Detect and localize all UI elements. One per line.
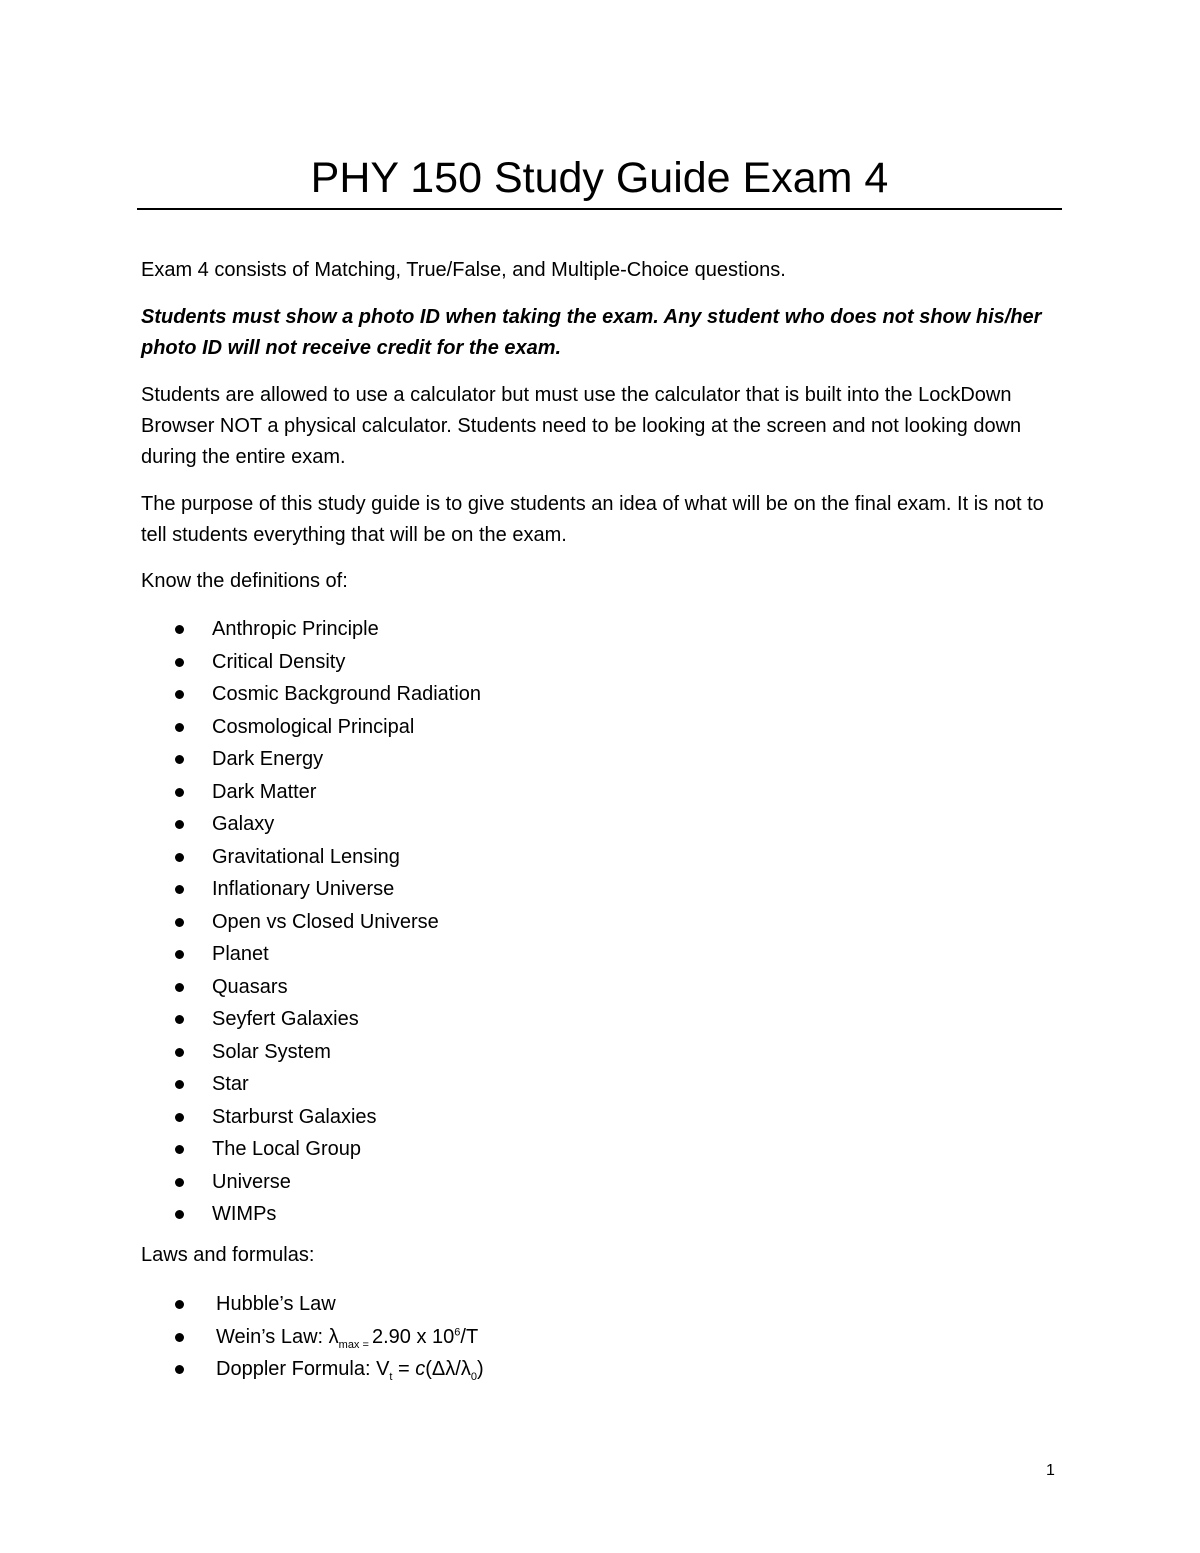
law-item-doppler: Doppler Formula: $V_t = c(\Delta\lambda/\lambda_0)$ (141, 1353, 484, 1386)
bullet-icon (175, 1300, 184, 1309)
law-item-hubble: Hubble’s Law (141, 1288, 484, 1321)
definitions-list (141, 613, 481, 1231)
list-item: Open vs Closed Universe (141, 906, 481, 939)
bullet-icon (175, 1333, 184, 1342)
list-item: Anthropic Principle (141, 613, 481, 646)
list-item: Starburst Galaxies (141, 1101, 481, 1134)
bullet-icon (175, 625, 184, 634)
list-item: Critical Density (141, 646, 481, 679)
list-item: Dark Energy (141, 743, 481, 776)
bullet-icon (175, 690, 184, 699)
exam-format-paragraph: Exam 4 consists of Matching, True/False, and Multiple-Choice questions. (141, 259, 786, 281)
bullet-icon (175, 885, 184, 894)
bullet-icon (175, 1178, 184, 1187)
bullet-icon (175, 755, 184, 764)
bullet-icon (175, 788, 184, 797)
bullet-icon (175, 1365, 184, 1374)
list-item: Cosmological Principal (141, 711, 481, 744)
definitions-heading: Know the definitions of: (141, 570, 348, 592)
bullet-icon (175, 1048, 184, 1057)
list-item: Universe (141, 1166, 481, 1199)
list-item: WIMPs (141, 1198, 481, 1231)
laws-heading: Laws and formulas: (141, 1244, 315, 1266)
list-item: Seyfert Galaxies (141, 1003, 481, 1036)
list-item: The Local Group (141, 1133, 481, 1166)
list-item: Star (141, 1068, 481, 1101)
list-item: Galaxy (141, 808, 481, 841)
laws-list (141, 1288, 484, 1386)
list-item: Dark Matter (141, 776, 481, 809)
bullet-icon (175, 853, 184, 862)
list-item: Quasars (141, 971, 481, 1004)
list-item: Solar System (141, 1036, 481, 1069)
bullet-icon (175, 1080, 184, 1089)
bullet-icon (175, 658, 184, 667)
bullet-icon (175, 723, 184, 732)
page-number: 1 (1046, 1462, 1055, 1479)
list-item: Cosmic Background Radiation (141, 678, 481, 711)
bullet-icon (175, 1210, 184, 1219)
bullet-icon (175, 1113, 184, 1122)
bullet-icon (175, 1015, 184, 1024)
calculator-notice: Students are allowed to use a calculator but must use the calculator that is built into the LockDown Browser NOT a physical calculator. Students need to be looking at the screen and not looking down during the entire exam. (141, 384, 1022, 468)
photo-id-notice: Students must show a photo ID when taking the exam. Any student who does not show his/her photo ID will not receive credit for the exam. (141, 306, 1042, 359)
list-item: Gravitational Lensing (141, 841, 481, 874)
bullet-icon (175, 918, 184, 927)
document-title: PHY 150 Study Guide Exam 4 (310, 154, 889, 202)
list-item: Planet (141, 938, 481, 971)
title-underline (137, 208, 1062, 210)
bullet-icon (175, 1145, 184, 1154)
purpose-paragraph: The purpose of this study guide is to give students an idea of what will be on the final exam. It is not to tell students everything that will be on the exam. (141, 493, 1044, 546)
bullet-icon (175, 820, 184, 829)
law-item-wein: Wein’s Law: $\lambda_{max =}$ 2.90 x $10^6/T$ (141, 1321, 484, 1354)
bullet-icon (175, 950, 184, 959)
bullet-icon (175, 983, 184, 992)
list-item: Inflationary Universe (141, 873, 481, 906)
